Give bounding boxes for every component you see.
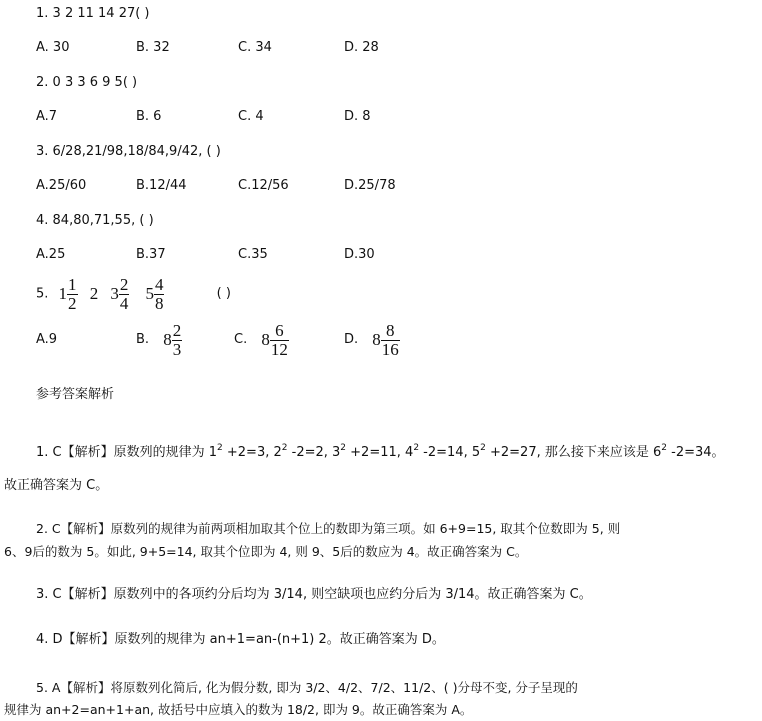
q5-option-d-label: D. [344, 332, 359, 347]
answer-heading: 参考答案解析 [36, 387, 115, 402]
q4-option-d: D.30 [344, 247, 375, 262]
q1-option-c: C. 34 [238, 40, 272, 55]
q5-option-b-label: B. [136, 332, 150, 347]
answer-1-line-2: 故正确答案为 C。 [4, 478, 109, 493]
a1-text-1: 1. C【解析】原数列的规律为 1 [36, 445, 218, 460]
q2-option-d: D. 8 [344, 109, 371, 124]
a1-sup-2: 2 [281, 443, 288, 453]
q4-option-b: B.37 [136, 247, 166, 262]
q5-term4-numerator: 4 [154, 274, 164, 294]
answer-5-line-2: 规律为 an+2=an+1+an, 故括号中应填入的数为 18/2, 即为 9。故正确答案为 A。 [4, 702, 473, 717]
q5-term1-fraction [67, 276, 78, 313]
q5-option-b [136, 320, 182, 361]
answer-1-line-1 [36, 444, 725, 462]
answer-2-line-2: 6、9后的数为 5。如此, 9+5=14, 取其个位即为 4, 则 9、5后的数应为 4。故正确答案为 C。 [4, 544, 528, 559]
a1-text-5: -2=14, 5 [419, 445, 481, 460]
q5-term1-denominator: 2 [68, 293, 77, 313]
q5-option-d-fraction [381, 322, 400, 359]
q3-option-b: B.12/44 [136, 178, 187, 193]
q5-option-d-denominator: 16 [381, 339, 399, 359]
q3-option-c: C.12/56 [238, 178, 289, 193]
q5-term3-whole: 3 [110, 284, 119, 303]
q5-option-d [344, 320, 400, 361]
q2-option-c: C. 4 [238, 109, 264, 124]
q5-option-c [234, 320, 289, 361]
q5-option-c-whole: 8 [261, 330, 270, 349]
q5-term4-denominator: 8 [154, 293, 164, 313]
a1-sup-1: 2 [217, 443, 223, 453]
q1-option-a: A. 30 [36, 40, 70, 55]
a1-sup-5: 2 [480, 443, 486, 453]
q5-term3-fraction [119, 276, 130, 313]
a1-text-3: -2=2, 3 [287, 445, 341, 460]
question-1-stem: 1. 3 2 11 14 27( ) [36, 6, 150, 21]
q1-option-b: B. 32 [136, 40, 170, 55]
q5-blank: ( ) [216, 286, 231, 301]
a1-sup-6: 2 [661, 443, 667, 453]
answer-2-line-1: 2. C【解析】原数列的规律为前两项相加取其个位上的数即为第三项。如 6+9=15, 取其个位数即为 5, 则 [36, 521, 621, 536]
q5-option-c-denominator: 12 [270, 339, 288, 359]
a1-sup-4: 2 [413, 443, 420, 453]
q5-term3-numerator: 2 [119, 274, 129, 294]
question-5-stem [36, 274, 231, 315]
question-2-stem: 2. 0 3 3 6 9 5( ) [36, 75, 138, 90]
q5-term2: 2 [89, 284, 99, 303]
q5-option-a: A.9 [36, 332, 58, 347]
answer-4-line-1: 4. D【解析】原数列的规律为 an+1=an-(n+1) 2。故正确答案为 D。 [36, 632, 445, 647]
q5-option-d-whole: 8 [372, 330, 381, 349]
q4-option-c: C.35 [238, 247, 268, 262]
a1-text-6: +2=27, 那么接下来应该是 6 [485, 445, 662, 460]
a1-text-2: +2=3, 2 [222, 445, 282, 460]
a1-text-4: +2=11, 4 [346, 445, 414, 460]
q5-term4-whole: 5 [145, 284, 154, 303]
q5-option-c-label: C. [234, 332, 248, 347]
q5-term4-fraction [154, 276, 165, 313]
q4-option-a: A.25 [36, 247, 66, 262]
q1-option-d: D. 28 [344, 40, 379, 55]
a1-sup-3: 2 [340, 443, 347, 453]
question-4-stem: 4. 84,80,71,55, ( ) [36, 213, 154, 228]
q5-term1-whole: 1 [58, 284, 68, 303]
q5-option-b-numerator: 2 [172, 320, 182, 340]
answer-3-line-1: 3. C【解析】原数列中的各项约分后均为 3/14, 则空缺项也应约分后为 3/14。故正确答案为 C。 [36, 587, 592, 602]
q3-option-a: A.25/60 [36, 178, 87, 193]
q5-number: 5. [36, 286, 49, 302]
q2-option-b: B. 6 [136, 109, 162, 124]
q5-option-b-fraction [172, 322, 183, 359]
q3-option-d: D.25/78 [344, 178, 396, 193]
question-3-stem: 3. 6/28,21/98,18/84,9/42, ( ) [36, 144, 221, 159]
q2-option-a: A.7 [36, 109, 58, 124]
answer-5-line-1: 5. A【解析】将原数列化简后, 化为假分数, 即为 3/2、4/2、7/2、11/2、( )分母不变, 分子呈现的 [36, 680, 578, 695]
q5-term3-denominator: 4 [119, 293, 129, 313]
q5-option-d-numerator: 8 [381, 322, 400, 341]
q5-option-b-whole: 8 [163, 330, 172, 349]
a1-text-7: -2=34。 [667, 445, 725, 460]
q5-option-c-fraction [270, 322, 289, 359]
q5-option-c-numerator: 6 [270, 322, 289, 341]
q5-option-b-denominator: 3 [172, 339, 182, 359]
q5-term1-numerator: 1 [68, 274, 77, 294]
